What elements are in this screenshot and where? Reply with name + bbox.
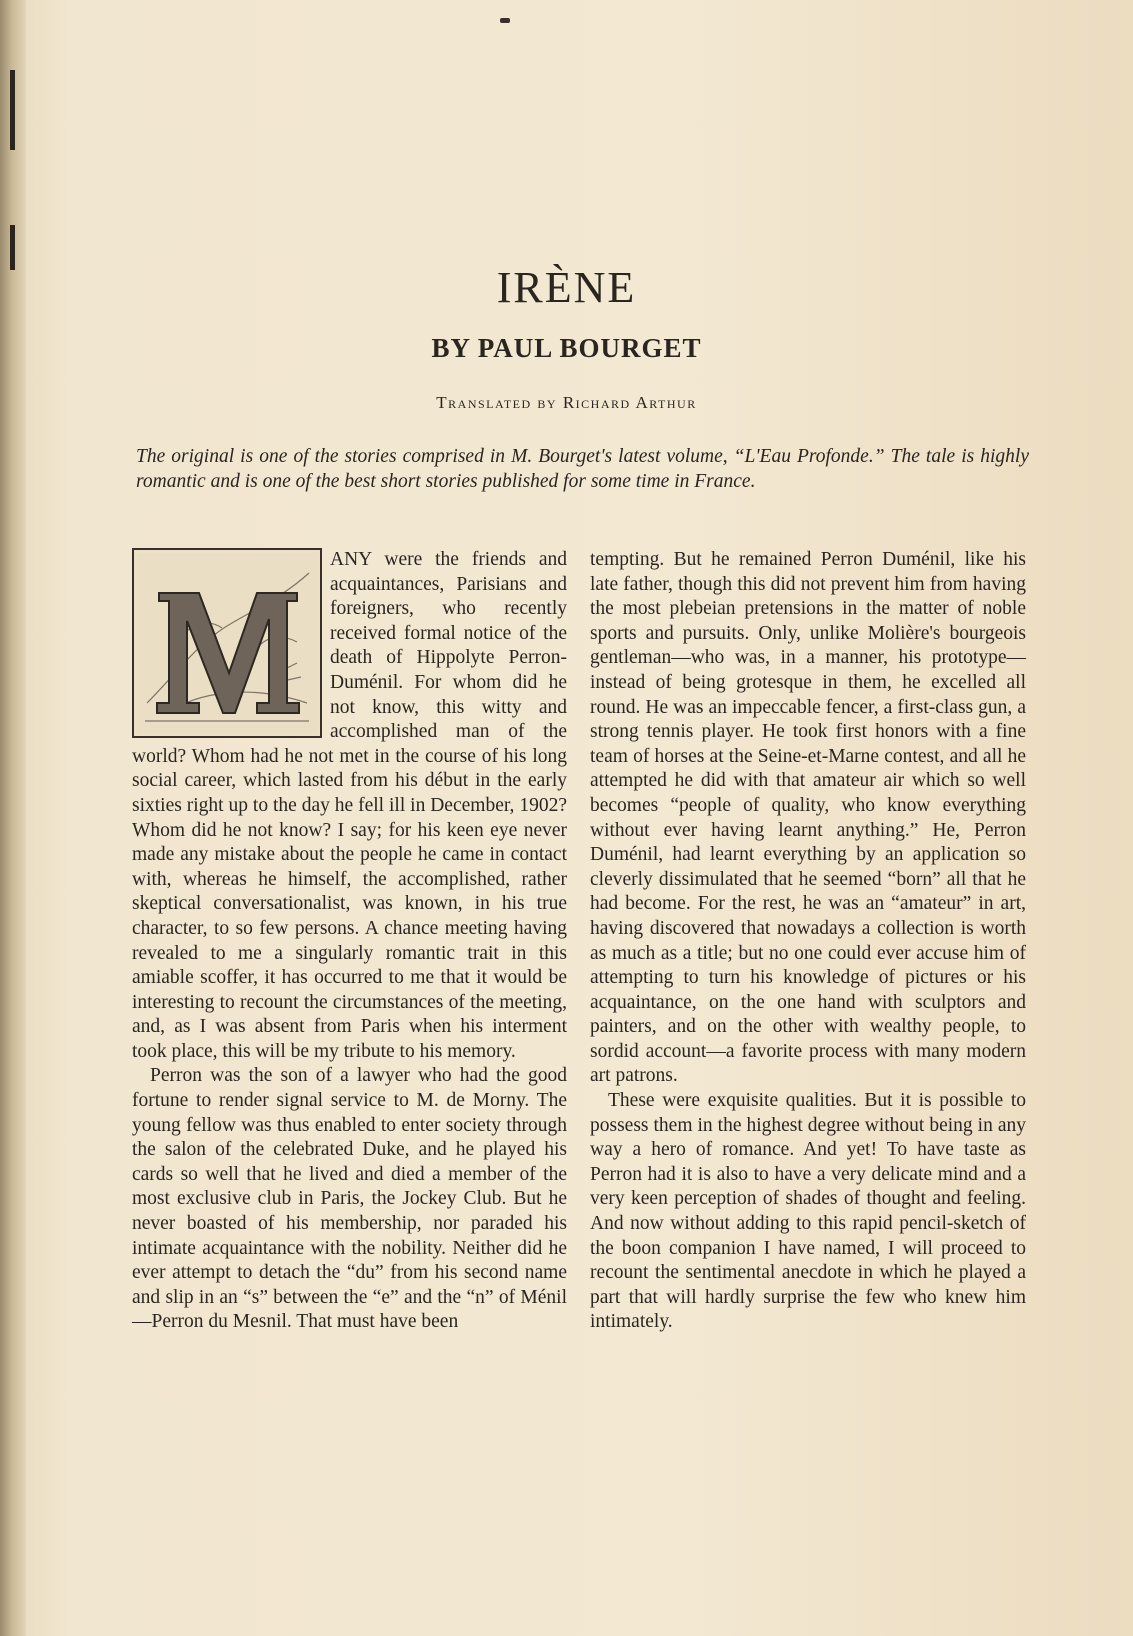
drop-cap-illustration [132, 548, 322, 738]
article-byline: BY PAUL BOURGET [431, 333, 702, 363]
paragraph: tempting. But he remained Perron Duménil, like his late father, though this did not prevent him from having the most plebeian pretensions in the matter of noble sports and pursuits. Only, unlike Molière's bourgeois gentleman—who was, in a manner, his prototype—instead of being grotesque in them, he excelled all round. He was an impeccable fencer, a first-class gun, a strong tennis player. He took first honors with a fine team of horses at the Seine-et-Marne contest, and all he attempted he did with that amateur air which so well becomes “people of quality, who know everything without ever having learnt anything.” He, Perron Duménil, had learnt everything by an application so cleverly dissimulated that he seemed “born” all that he had become. For the rest, he was an “amateur” in art, having discovered that nowadays a collection is worth as much as a title; but no one could ever accuse him of attempting to turn his knowledge of pictures or his acquaintance, on the one hand with sculptors and painters, and on the other with wealthy people, to sordid account—a favorite process with many modern art patrons. [590, 549, 1026, 1087]
paragraph: These were exquisite qualities. But it is possible to possess them in the highest degree without being in any way a hero of romance. And yet! To have taste as Perron had it is also to have a very delicate mind and a very keen perception of shades of thought and feeling. And now without adding to this rapid pencil-sketch of the boon companion I have named, I will proceed to recount the sentimental anecdote in which he played a part that will hardly surprise the few who knew him intimately. [590, 1090, 1026, 1333]
article-intro: The original is one of the stories comprised in M. Bourget's latest volume, “L'Eau Profonde.” The tale is highly romantic and is one of the best short stories published for some time in France. [136, 446, 1029, 492]
paragraph: ANY were the friends and acquaintances, Parisians and foreigners, who recently received formal notice of the death of Hippolyte Perron-Duménil. For whom did he not know, this witty and accomplished man of the world? Whom had he not met in the course of his long social career, which lasted from his début in the early sixties right up to the day he fell ill in December, 1902? Whom did he not know? I say; for his keen eye never made any mistake about the people he came in contact with, whereas he himself, the accomplished, rather skeptical conversationalist, was known, in his true character, to so few persons. A chance meeting having revealed to me a singularly romantic trait in this amiable scoffer, it has occurred to me that it would be interesting to recount the circumstances of the meeting, and, as I was absent from Paris when his interment took place, this will be my tribute to his memory. [132, 549, 567, 1062]
paragraph: Perron was the son of a lawyer who had the good fortune to render signal service to M. de Morny. The young fellow was thus enabled to enter society through the salon of the celebrated Duke, and he played his cards so well that he lived and died a member of the most exclusive club in Paris, the Jockey Club. But he never boasted of his membership, nor paraded his intimate acquaintance with the nobility. Neither did he ever attempt to detach the “du” from his second name and slip in an “s” between the “e” and the “n” of Ménil—Perron du Mesnil. That must have been [132, 1065, 567, 1333]
article-title: IRÈNE [496, 263, 637, 312]
translator-credit: Translated by Richard Arthur [436, 393, 697, 412]
left-column [132, 548, 567, 1335]
binding-mark [10, 70, 15, 150]
decorated-initial-m-icon [137, 553, 317, 733]
page-binding-edge [0, 0, 26, 1636]
print-mark [500, 18, 510, 23]
right-column [590, 548, 1026, 1335]
